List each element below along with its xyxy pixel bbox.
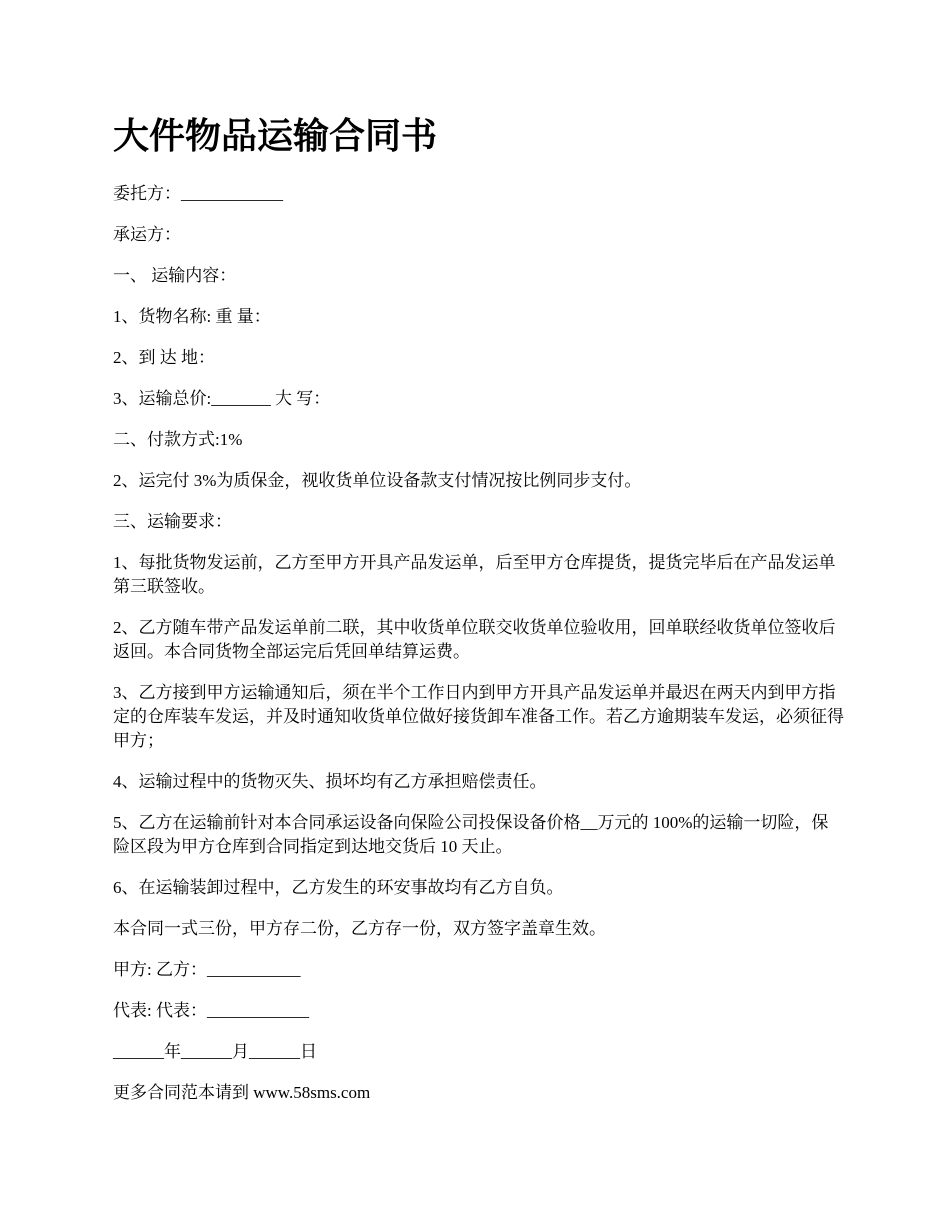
- payment-clause: 2、运完付 3%为质保金，视收货单位设备款支付情况按比例同步支付。: [113, 471, 642, 490]
- document-title: 大件物品运输合同书: [113, 116, 438, 157]
- destination-line: 2、到 达 地：: [113, 348, 215, 367]
- party-signature-line: 甲方: 乙方：___________: [113, 960, 301, 979]
- footer-note: 更多合同范本请到 www.58sms.com: [113, 1083, 371, 1102]
- document-body: [113, 112, 845, 1122]
- representative-signature-line: 代表: 代表：____________: [113, 1001, 309, 1020]
- consignor-line: 委托方：____________: [113, 184, 283, 203]
- requirement-clause-1: 1、每批货物发运前，乙方至甲方开具产品发运单，后至甲方仓库提货，提货完毕后在产品发运单第三联签收。: [113, 553, 836, 596]
- requirement-clause-4: 4、运输过程中的货物灭失、损坏均有乙方承担赔偿责任。: [113, 772, 547, 791]
- carrier-line: 承运方：: [113, 225, 181, 244]
- requirement-clause-5: 5、乙方在运输前针对本合同承运设备向保险公司投保设备价格__万元的 100%的运输一切险，保险区段为甲方仓库到合同指定到达地交货后 10 天止。: [113, 813, 829, 856]
- cargo-name-line: 1、货物名称: 重 量：: [113, 307, 271, 326]
- total-price-line: 3、运输总价:_______ 大 写：: [113, 389, 331, 408]
- section-heading-payment: 二、付款方式:1%: [113, 430, 243, 449]
- section-heading-transport-content: 一、 运输内容：: [113, 266, 237, 285]
- copies-clause: 本合同一式三份，甲方存二份，乙方存一份，双方签字盖章生效。: [113, 919, 606, 938]
- requirement-clause-2: 2、乙方随车带产品发运单前二联，其中收货单位联交收货单位验收用，回单联经收货单位签收后返回。本合同货物全部运完后凭回单结算运费。: [113, 618, 836, 661]
- date-line: ______年______月______日: [113, 1042, 317, 1061]
- requirement-clause-3: 3、乙方接到甲方运输通知后，须在半个工作日内到甲方开具产品发运单并最迟在两天内到甲方指定的仓库装车发运，并及时通知收货单位做好接货卸车准备工作。若乙方逾期装车发运，必须征得甲方；: [113, 683, 844, 750]
- requirement-clause-6: 6、在运输装卸过程中，乙方发生的环安事故均有乙方自负。: [113, 878, 564, 897]
- section-heading-requirements: 三、运输要求：: [113, 512, 232, 531]
